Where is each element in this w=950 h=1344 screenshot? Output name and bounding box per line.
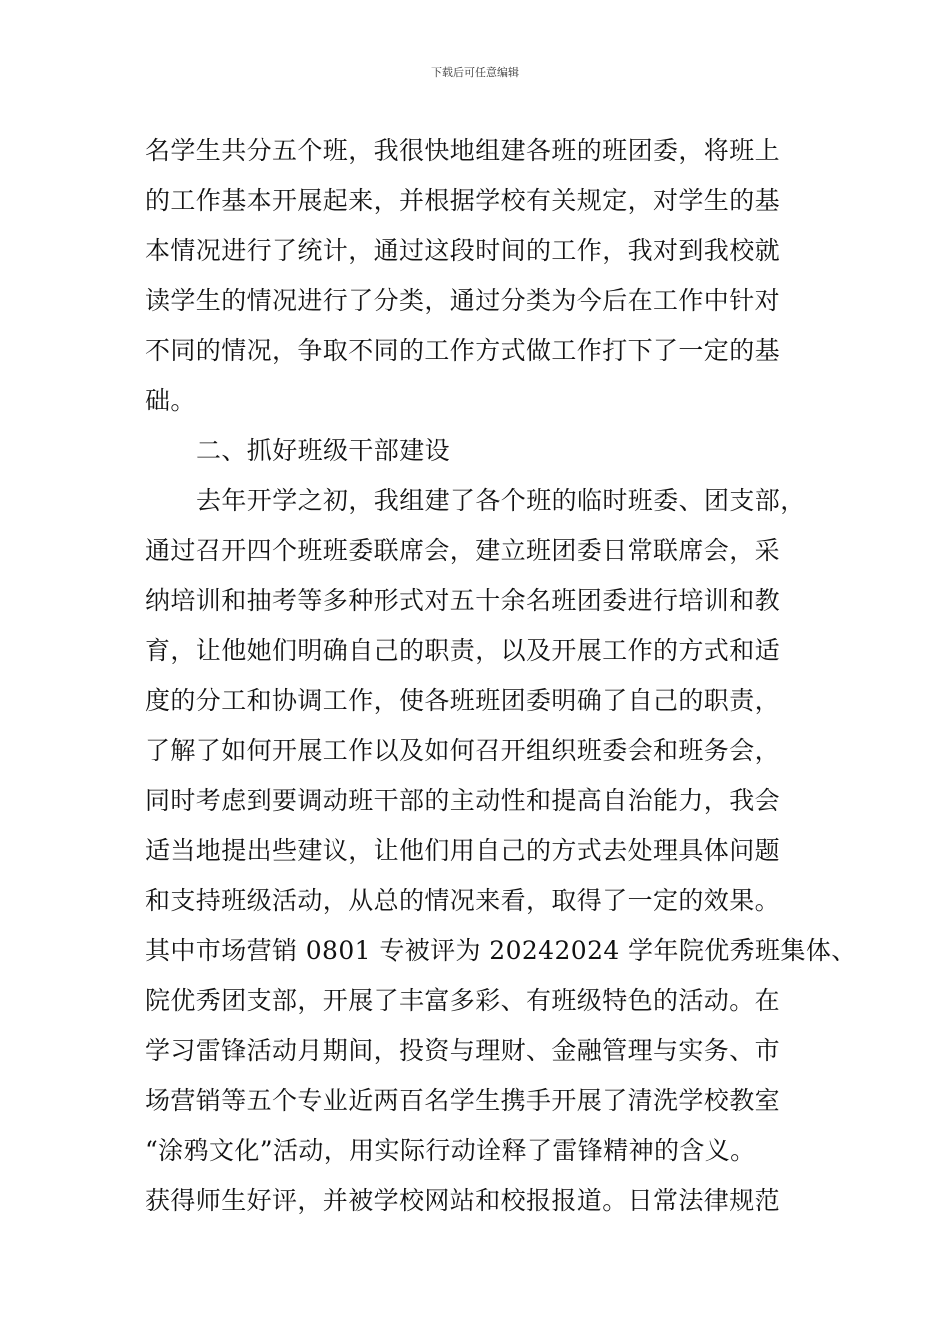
- paragraph-line: 读学生的情况进行了分类，通过分类为今后在工作中针对: [145, 286, 781, 315]
- paragraph-line: 不同的情况，争取不同的工作方式做工作打下了一定的基: [145, 336, 781, 365]
- paragraph-line: 度的分工和协调工作，使各班班团委明确了自己的职责，: [145, 686, 781, 715]
- paragraph-line: 的工作基本开展起来，并根据学校有关规定，对学生的基: [145, 186, 781, 215]
- paragraph-line: 育，让他她们明确自己的职责，以及开展工作的方式和适: [145, 636, 781, 665]
- paragraph-line: 场营销等五个专业近两百名学生携手开展了清洗学校教室: [145, 1086, 781, 1115]
- page-header-note: 下载后可任意编辑: [431, 66, 519, 79]
- paragraph-line: 名学生共分五个班，我很快地组建各班的班团委，将班上: [145, 136, 781, 165]
- paragraph-line: 同时考虑到要调动班干部的主动性和提高自治能力，我会: [145, 786, 781, 815]
- paragraph-line: 础。: [145, 386, 196, 415]
- section-heading: 二、抓好班级干部建设: [196, 436, 451, 465]
- paragraph-line: 去年开学之初，我组建了各个班的临时班委、团支部，: [196, 486, 806, 515]
- paragraph-line: 了解了如何开展工作以及如何召开组织班委会和班务会，: [145, 736, 781, 765]
- paragraph-line: 适当地提出些建议，让他们用自己的方式去处理具体问题: [145, 836, 781, 865]
- document-body: [145, 126, 857, 1226]
- paragraph-line: 院优秀团支部，开展了丰富多彩、有班级特色的活动。在: [145, 986, 781, 1015]
- paragraph-line: 获得师生好评，并被学校网站和校报报道。日常法律规范: [145, 1186, 781, 1215]
- paragraph-line: 本情况进行了统计，通过这段时间的工作，我对到我校就: [145, 236, 781, 265]
- paragraph-line: 其中市场营销 0801 专被评为 20242024 学年院优秀班集体、: [145, 936, 857, 965]
- paragraph-line: 学习雷锋活动月期间，投资与理财、金融管理与实务、市: [145, 1036, 781, 1065]
- paragraph-line: 通过召开四个班班委联席会，建立班团委日常联席会，采: [145, 536, 781, 565]
- paragraph-line: 和支持班级活动，从总的情况来看，取得了一定的效果。: [145, 886, 781, 915]
- paragraph-line: “涂鸦文化”活动，用实际行动诠释了雷锋精神的含义。: [145, 1136, 756, 1165]
- paragraph-line: 纳培训和抽考等多种形式对五十余名班团委进行培训和教: [145, 586, 781, 615]
